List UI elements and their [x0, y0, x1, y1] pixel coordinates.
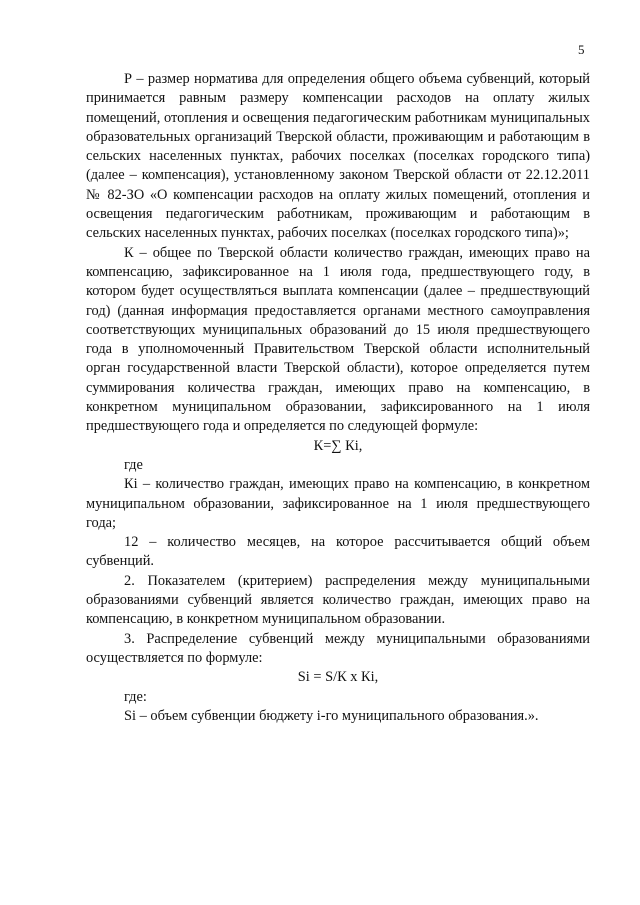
paragraph-p-definition: Р – размер норматива для определения общего объема субвенций, который принимается равным размеру компенсации расходов на оплату жилых помещений, отопления и освещения педагогическим работникам муниципальных образовательных организаций Тверской области, проживающим и работающим в сельских населенных пунктах, рабочих поселках (поселках городского типа) (далее – компенсация), установленному законом Тверской области от 22.12.2011 № 82-ЗО «О компенсации расходов на оплату жилых помещений, отопления и освещения педагогическим работникам, проживающим и работающим в сельских населенных пунктах, рабочих поселках (поселках городского типа)»;: [86, 71, 590, 242]
formula-si: Si = S/К x Кi,: [297, 669, 379, 686]
paragraph-ki-definition: Кi – количество граждан, имеющих право на компенсацию, в конкретном муниципальном образовании, зафиксированное на 1 июля предшествующего года;: [86, 476, 590, 531]
where-label-2: где:: [124, 688, 147, 705]
paragraph-distribution-formula-intro: 3. Распределение субвенций между муниципальными образованиями осуществляется по формуле:: [86, 630, 590, 666]
formula-k-sum: К=∑ Кi,: [313, 437, 363, 454]
paragraph-si-definition: Si – объем субвенции бюджету i-го муниципального образования.».: [124, 707, 539, 724]
page-number: 5: [578, 42, 585, 57]
paragraph-distribution-criterion: 2. Показателем (критерием) распределения между муниципальными образованиями субвенций является количество граждан, имеющих право на компенсацию, в конкретном муниципальном образовании.: [86, 572, 590, 628]
paragraph-months-definition: 12 – количество месяцев, на которое рассчитывается общий объем субвенций.: [86, 534, 590, 570]
paragraph-k-definition: К – общее по Тверской области количество граждан, имеющих право на компенсацию, зафиксированное на 1 июля года, предшествующего году, в котором будет осуществляться выплата компенсации (далее – предшествующий год) (данная информация предоставляется органами местного самоуправления соответствующих муниципальных образований до 15 июля предшествующего года в уполномоченный Правительством Тверской области исполнительный орган государственной власти Тверской области), которое определяется путем суммирования количества граждан, имеющих право на компенсацию, в конкретном муниципальном образовании, зафиксированного на 1 июля предшествующего года и определяется по следующей формуле:: [86, 244, 590, 435]
document-body: [86, 70, 590, 726]
where-label: где: [124, 456, 143, 473]
